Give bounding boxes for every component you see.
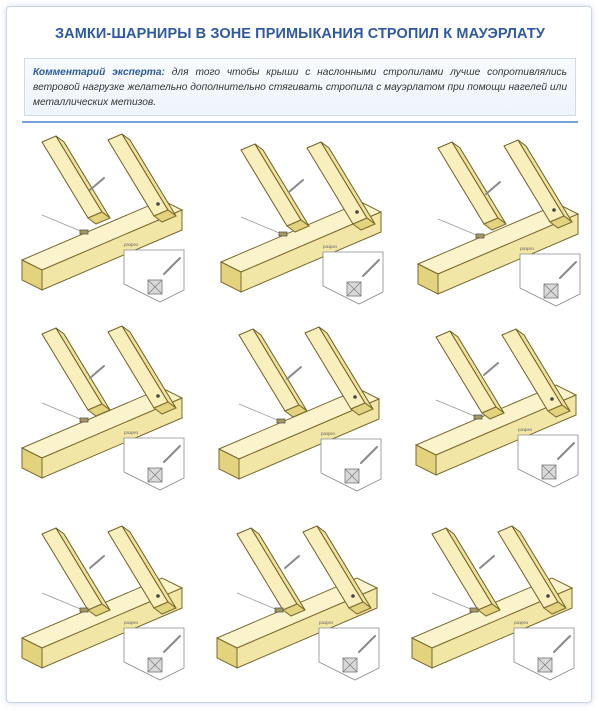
joint-group [221,142,383,304]
section-inset [321,431,381,491]
rafter-left-top [438,142,498,224]
joint-illustration [398,130,588,320]
rafter-left [42,528,110,616]
connector-plate [277,419,285,423]
inset-label: разрез [514,620,528,625]
section-inset [124,620,184,680]
joint-illustration [12,318,202,508]
rafter-left-top [237,528,297,610]
rafter-left [241,144,309,232]
joint-group [22,326,184,490]
inset-label: разрез [124,430,138,435]
joint-illustration [12,506,202,696]
nail-icon [90,556,104,568]
joint-diagram-3 [398,130,588,320]
nail-icon [285,556,299,568]
pin-dot-right [355,210,359,214]
nail-icon [480,556,494,568]
joint-diagram-8 [205,506,395,696]
rafter-left [432,528,500,616]
joint-illustration [398,318,588,508]
section-inset [319,620,379,680]
rafter-left [436,331,504,419]
joint-group [412,526,574,680]
nail-icon [486,182,500,194]
section-inset [124,242,184,302]
rafter-left-top [432,528,492,610]
inset-label: разрез [520,246,534,251]
joint-illustration [205,130,395,320]
joint-illustration [205,318,395,508]
inset-label: разрез [518,427,532,432]
connector-plate [474,415,482,419]
joint-illustration [398,506,588,696]
inset-label: разрез [323,244,337,249]
connector-plate [80,608,88,612]
joint-diagram-2 [205,130,395,320]
connector-plate [476,234,484,238]
inset-label: разрез [124,242,138,247]
inset-label: разрез [319,620,333,625]
rafter-left [239,329,307,417]
connector-plate [470,608,478,612]
joint-group [22,134,184,302]
joint-group [22,526,184,680]
joint-illustration [12,130,202,320]
nail-icon [484,363,498,375]
joint-group [219,327,381,491]
rafter-left-top [42,328,102,410]
joint-illustration [205,506,395,696]
rafter-left [42,136,110,224]
rafter-left-top [241,144,301,226]
section-inset [518,427,578,487]
inset-label: разрез [321,431,335,436]
comment-text: для того чтобы крыши с наслонными стропилами лучше сопротивлялись ветровой нагрузке желательно дополнительно стягивать стропила с мауэрлатом при помощи нагелей или металлических метизов. [33,67,567,108]
joint-group [217,526,379,680]
rafter-left-top [42,136,102,218]
joint-diagram-9 [398,506,588,696]
connector-plate [80,418,88,422]
nail-icon [90,178,104,190]
connector-plate [279,232,287,236]
pin-dot-right [156,594,160,598]
expert-comment [24,58,576,116]
pin-dot-right [156,394,160,398]
inset-label: разрез [124,620,138,625]
rafter-left-top [239,329,299,411]
section-inset [520,246,580,306]
joint-diagram-1 [12,130,202,320]
section-inset [514,620,574,680]
connector-plate [275,608,283,612]
comment-label: Комментарий эксперта: [33,67,165,78]
rafter-left [42,328,110,416]
nail-icon [90,366,104,378]
joint-diagram-6 [398,318,588,508]
pin-dot-right [550,397,554,401]
joint-group [416,329,578,487]
separator-line [22,121,578,123]
pin-dot-right [156,202,160,206]
section-inset [124,430,184,490]
joint-diagram-7 [12,506,202,696]
page-title: ЗАМКИ-ШАРНИРЫ В ЗОНЕ ПРИМЫКАНИЯ СТРОПИЛ К МАУЭРЛАТУ [55,26,545,42]
pin-dot-right [552,208,556,212]
rafter-left [237,528,305,616]
rafter-left-top [42,528,102,610]
joint-diagram-4 [12,318,202,508]
pin-dot-right [351,594,355,598]
joint-group [418,140,580,306]
nail-icon [289,180,303,192]
connector-plate [80,230,88,234]
section-inset [323,244,383,304]
nail-icon [287,367,301,379]
pin-dot-right [353,395,357,399]
pin-dot-right [546,594,550,598]
joint-diagram-5 [205,318,395,508]
